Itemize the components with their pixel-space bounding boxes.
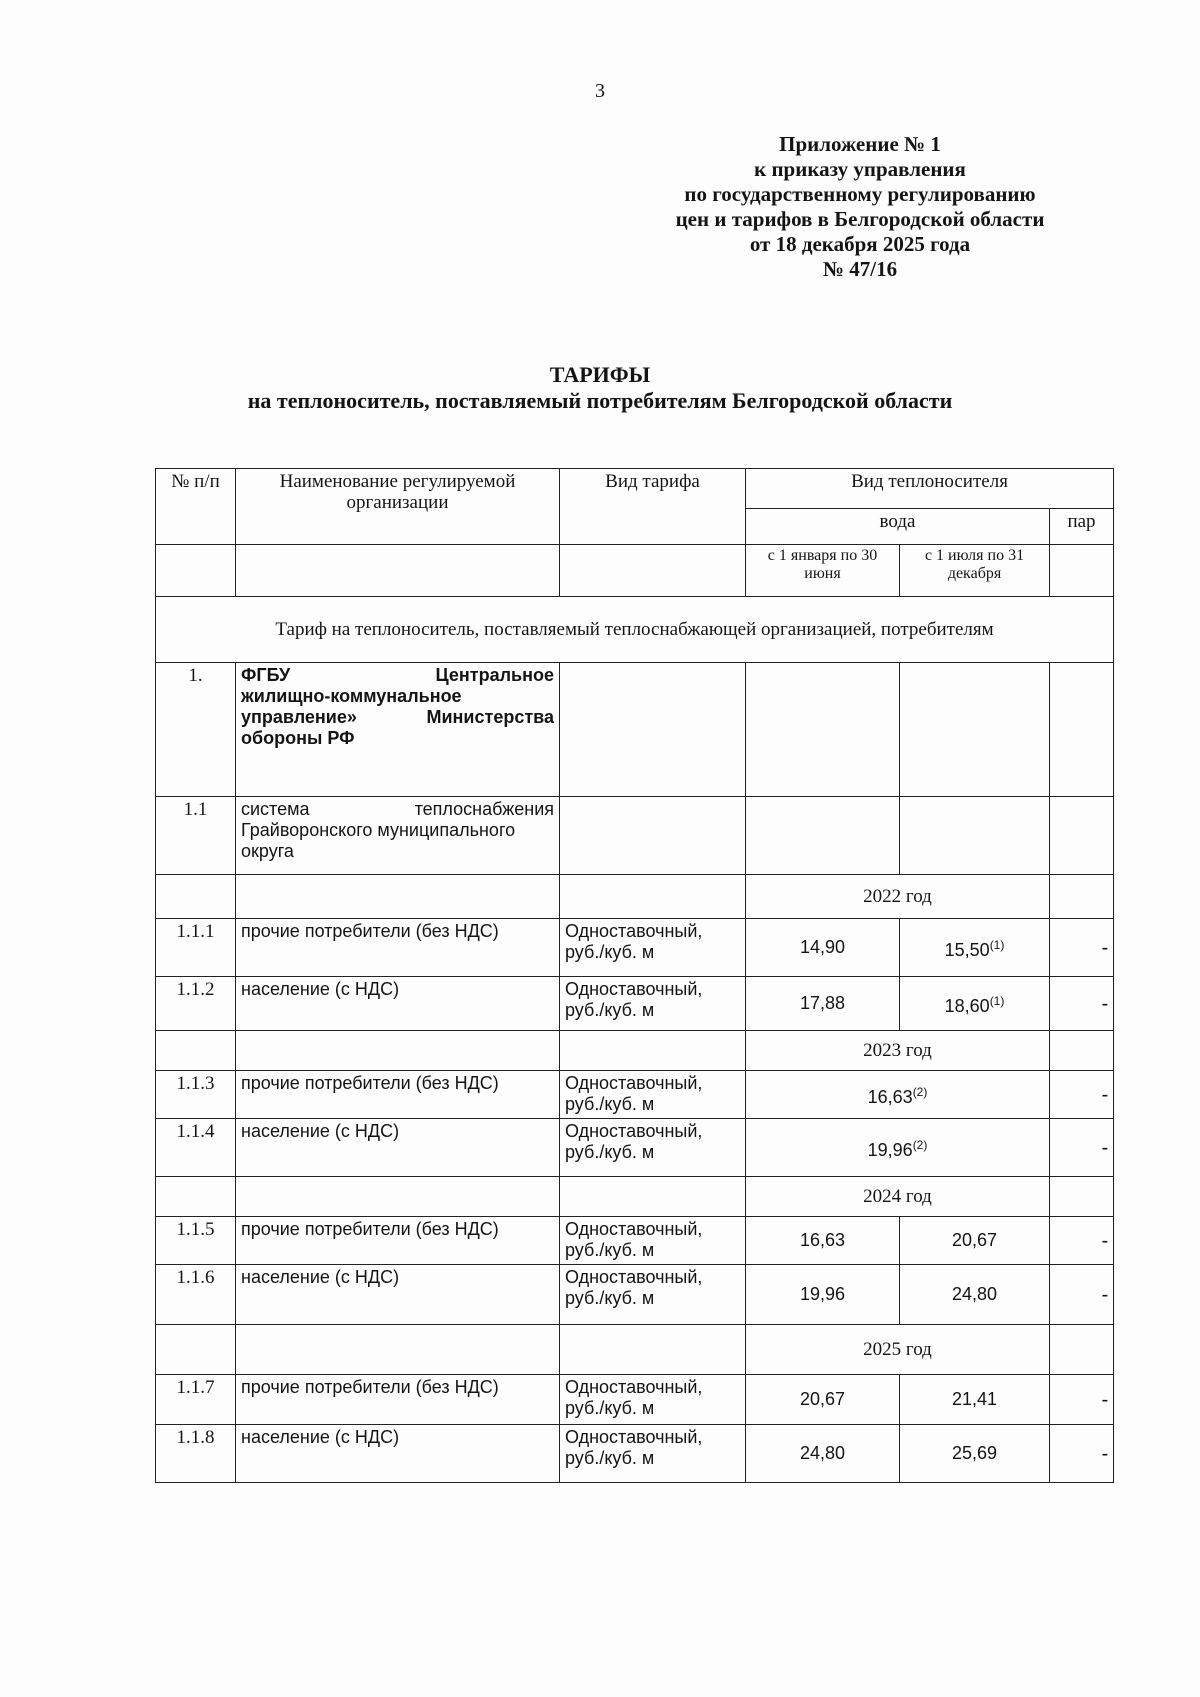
tariff-value-year: 19,96$^{(2)}$ <box>746 1119 1050 1177</box>
tariff-value-h2: 25,69 <box>900 1425 1050 1483</box>
appendix-heading <box>620 132 1100 282</box>
year-label: 2024 год <box>746 1177 1050 1217</box>
year-label: 2022 год <box>746 875 1050 919</box>
header-steam: пар <box>1050 509 1114 545</box>
tariff-value-h1: 19,96 <box>746 1265 900 1325</box>
tariff-type: Одноставочный, руб./куб. м <box>560 1375 746 1425</box>
empty-cell <box>156 1325 236 1375</box>
tariff-value-h2: 18,60$^{(1)}$ <box>900 977 1050 1031</box>
footnote-mark: (1) <box>989 993 1005 1008</box>
appendix-line: по государственному регулированию <box>684 182 1036 206</box>
header-organization: Наименование регулируемой организации <box>236 469 560 545</box>
row-num: 1.1.2 <box>156 977 236 1031</box>
tariff-value-h1: 14,90 <box>746 919 900 977</box>
appendix-line: от 18 декабря 2025 года <box>749 232 971 256</box>
steam-value: - <box>1050 1119 1114 1177</box>
row-num: 1.1.5 <box>156 1217 236 1265</box>
tariff-table <box>155 468 1114 1483</box>
empty-cell <box>560 1325 746 1375</box>
organization-name: ФГБУ Центральное жилищно-коммунальное управление» Министерства обороны РФ <box>236 663 560 797</box>
tariff-type: Одноставочный, руб./куб. м <box>560 1425 746 1483</box>
empty-cell <box>560 663 746 797</box>
steam-value: - <box>1050 919 1114 977</box>
consumer-category: население (с НДС) <box>236 977 560 1031</box>
consumer-category: прочие потребители (без НДС) <box>236 1375 560 1425</box>
tariff-value-h2: 24,80 <box>900 1265 1050 1325</box>
empty-cell <box>900 663 1050 797</box>
tariff-value-h1: 17,88 <box>746 977 900 1031</box>
empty-cell <box>1050 1325 1114 1375</box>
system-name: система теплоснабжения Грайворонского муниципального округа <box>236 797 560 875</box>
tariff-value-h1: 24,80 <box>746 1425 900 1483</box>
steam-value: - <box>1050 1217 1114 1265</box>
tariff-type: Одноставочный, руб./куб. м <box>560 977 746 1031</box>
footnote-mark: (2) <box>912 1084 928 1099</box>
header-carrier-type: Вид теплоносителя <box>746 469 1114 509</box>
empty-cell <box>560 1031 746 1071</box>
year-label: 2025 год <box>746 1325 1050 1375</box>
title-subtitle: на теплоноситель, поставляемый потребителям Белгородской области <box>247 388 953 413</box>
section-title: Тариф на теплоноситель, поставляемый теплоснабжающей организацией, потребителям <box>156 597 1114 663</box>
steam-value: - <box>1050 1071 1114 1119</box>
header-water: вода <box>746 509 1050 545</box>
empty-cell <box>236 875 560 919</box>
empty-cell <box>1050 797 1114 875</box>
tariff-value-h2: 21,41 <box>900 1375 1050 1425</box>
steam-value: - <box>1050 977 1114 1031</box>
empty-cell <box>236 1177 560 1217</box>
tariff-type: Одноставочный, руб./куб. м <box>560 1119 746 1177</box>
appendix-line: к приказу управления <box>754 157 966 181</box>
tariff-value-h1: 20,67 <box>746 1375 900 1425</box>
consumer-category: население (с НДС) <box>236 1119 560 1177</box>
steam-value: - <box>1050 1265 1114 1325</box>
empty-cell <box>900 797 1050 875</box>
year-label: 2023 год <box>746 1031 1050 1071</box>
empty-cell <box>156 1031 236 1071</box>
tariff-type: Одноставочный, руб./куб. м <box>560 919 746 977</box>
empty-cell <box>560 1177 746 1217</box>
tariff-value-year: 16,63$^{(2)}$ <box>746 1071 1050 1119</box>
empty-cell <box>560 545 746 597</box>
row-num: 1.1.6 <box>156 1265 236 1325</box>
tariff-type: Одноставочный, руб./куб. м <box>560 1071 746 1119</box>
row-num: 1.1.1 <box>156 919 236 977</box>
empty-cell <box>560 875 746 919</box>
steam-value: - <box>1050 1375 1114 1425</box>
steam-value: - <box>1050 1425 1114 1483</box>
empty-cell <box>560 797 746 875</box>
empty-cell <box>1050 545 1114 597</box>
row-num: 1.1.4 <box>156 1119 236 1177</box>
tariff-value-h1: 16,63 <box>746 1217 900 1265</box>
consumer-category: население (с НДС) <box>236 1425 560 1483</box>
header-num: № п/п <box>156 469 236 545</box>
empty-cell <box>156 545 236 597</box>
empty-cell <box>236 1325 560 1375</box>
footnote-mark: (1) <box>989 937 1005 952</box>
header-tariff-type: Вид тарифа <box>560 469 746 545</box>
consumer-category: прочие потребители (без НДС) <box>236 919 560 977</box>
row-num: 1. <box>156 663 236 797</box>
title-main: ТАРИФЫ <box>549 362 651 387</box>
header-period-1: с 1 января по 30 июня <box>746 545 900 597</box>
empty-cell <box>1050 663 1114 797</box>
tariff-type: Одноставочный, руб./куб. м <box>560 1217 746 1265</box>
empty-cell <box>236 545 560 597</box>
footnote-mark: (2) <box>912 1137 928 1152</box>
document-title <box>0 362 1200 414</box>
empty-cell <box>1050 875 1114 919</box>
tariff-value-h2: 20,67 <box>900 1217 1050 1265</box>
tariff-type: Одноставочный, руб./куб. м <box>560 1265 746 1325</box>
empty-cell <box>1050 1177 1114 1217</box>
empty-cell <box>156 1177 236 1217</box>
appendix-line: № 47/16 <box>822 257 898 281</box>
row-num: 1.1.8 <box>156 1425 236 1483</box>
appendix-line: цен и тарифов в Белгородской области <box>675 207 1045 231</box>
consumer-category: население (с НДС) <box>236 1265 560 1325</box>
page-number: 3 <box>595 80 605 102</box>
tariff-value-h2: 15,50$^{(1)}$ <box>900 919 1050 977</box>
header-period-2: с 1 июля по 31 декабря <box>900 545 1050 597</box>
empty-cell <box>746 663 900 797</box>
consumer-category: прочие потребители (без НДС) <box>236 1071 560 1119</box>
empty-cell <box>156 875 236 919</box>
empty-cell <box>1050 1031 1114 1071</box>
consumer-category: прочие потребители (без НДС) <box>236 1217 560 1265</box>
row-num: 1.1.7 <box>156 1375 236 1425</box>
empty-cell <box>236 1031 560 1071</box>
empty-cell <box>746 797 900 875</box>
row-num: 1.1 <box>156 797 236 875</box>
row-num: 1.1.3 <box>156 1071 236 1119</box>
appendix-line: Приложение № 1 <box>779 132 941 156</box>
